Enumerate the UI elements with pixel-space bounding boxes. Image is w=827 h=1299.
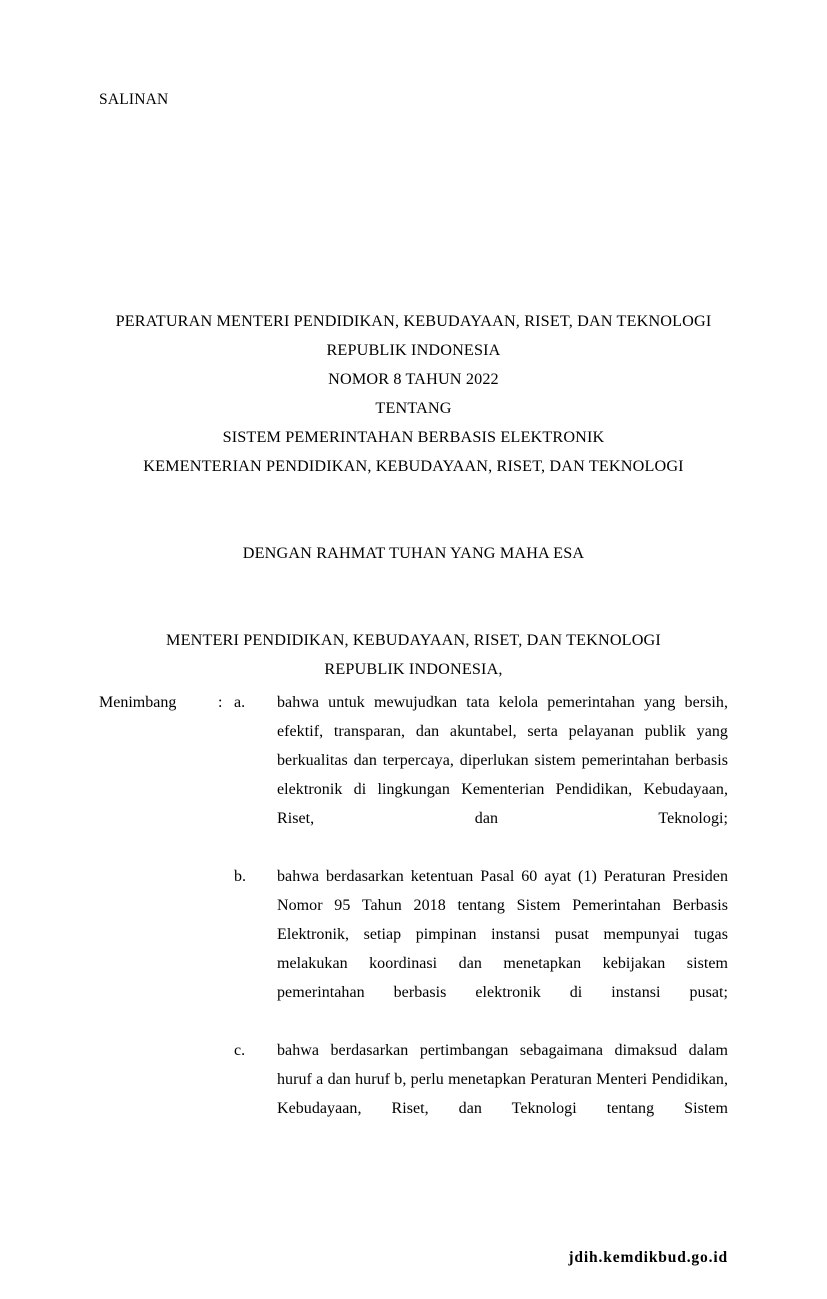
salinan-stamp: SALINAN xyxy=(99,91,169,108)
considering-section xyxy=(99,688,728,1152)
considering-marker-c: c. xyxy=(234,1042,246,1059)
title-spacer-3 xyxy=(79,568,748,597)
considering-label: Menimbang xyxy=(99,694,177,711)
considering-colon: : xyxy=(218,694,223,711)
title-line-ministry: KEMENTERIAN PENDIDIKAN, KEBUDAYAAN, RISET, DAN TEKNOLOGI xyxy=(143,457,684,475)
title-line-1: PERATURAN MENTERI PENDIDIKAN, KEBUDAYAAN, RISET, DAN TEKNOLOGI xyxy=(115,312,712,330)
blessing-line: DENGAN RAHMAT TUHAN YANG MAHA ESA xyxy=(242,544,585,562)
title-line-subject: SISTEM PEMERINTAHAN BERBASIS ELEKTRONIK xyxy=(222,428,605,446)
title-line-tentang: TENTANG xyxy=(375,399,452,417)
title-line-2: REPUBLIK INDONESIA xyxy=(326,341,501,359)
title-line-number: NOMOR 8 TAHUN 2022 xyxy=(328,370,499,388)
considering-item-b xyxy=(99,862,728,1036)
signatory-line-2: REPUBLIK INDONESIA, xyxy=(324,660,503,678)
signatory-line-1: MENTERI PENDIDIKAN, KEBUDAYAAN, RISET, DAN TEKNOLOGI xyxy=(166,631,661,649)
considering-text-c: bahwa berdasarkan pertimbangan sebagaimana dimaksud dalam huruf a dan huruf b, perlu menetapkan Peraturan Menteri Pendidikan, Kebudayaan, Riset, dan Teknologi tentang Sistem xyxy=(277,1042,728,1117)
considering-item-a xyxy=(99,688,728,862)
considering-text-a: bahwa untuk mewujudkan tata kelola pemerintahan yang bersih, efektif, transparan, dan akuntabel, serta pelayanan publik yang berkualitas dan terpercaya, diperlukan sistem pemerintahan berbasis elektronik di lingkungan Kementerian Pendidikan, Kebudayaan, Riset, dan Teknologi; xyxy=(277,694,728,827)
considering-item-c xyxy=(99,1036,728,1152)
title-spacer-1 xyxy=(79,481,748,510)
considering-marker-a: a. xyxy=(234,694,246,711)
regulation-title-block xyxy=(79,307,748,684)
title-spacer-4 xyxy=(79,597,748,626)
considering-text-b: bahwa berdasarkan ketentuan Pasal 60 ayat (1) Peraturan Presiden Nomor 95 Tahun 2018 tentang Sistem Pemerintahan Berbasis Elektronik, setiap pimpinan instansi pusat mempunyai tugas melakukan koordinasi dan menetapkan kebijakan sistem pemerintahan berbasis elektronik di instansi pusat; xyxy=(277,868,728,1001)
jdih-footer-watermark: jdih.kemdikbud.go.id xyxy=(568,1249,728,1266)
considering-marker-b: b. xyxy=(234,868,246,885)
title-spacer-2 xyxy=(79,510,748,539)
